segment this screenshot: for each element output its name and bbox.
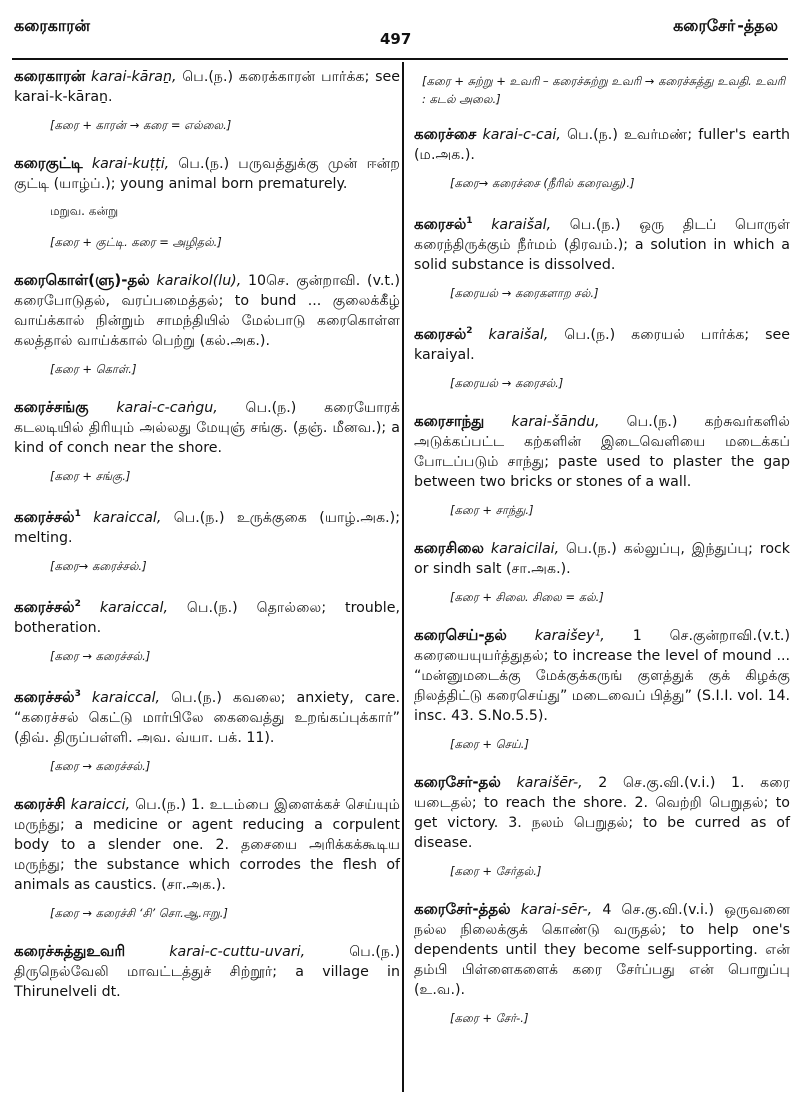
transliteration: karaišal, (488, 327, 549, 343)
dictionary-entry (14, 684, 400, 748)
definition: பெ.(ந.) பருவத்துக்கு முன் ஈன்ற குட்டி (யாழ்ப்.); young animal born prematurely. (14, 156, 401, 192)
synonym-note: மறுவ. கன்று (50, 204, 119, 218)
dictionary-entry (14, 504, 400, 548)
header-rule (12, 58, 788, 60)
running-head-left: கரைகாரன் (14, 16, 91, 35)
running-head-right: கரைசோ்-த்தல (673, 16, 778, 35)
page-header (0, 0, 800, 56)
etymology: [கரை + சாந்து.] (450, 503, 534, 517)
headword: கரைச்சி (14, 795, 66, 813)
dictionary-entry (14, 153, 400, 194)
transliteration: karai-kuṭṭi, (91, 156, 170, 172)
etymology: [கரை + சிலை. சிலை = கல்.] (450, 590, 604, 604)
definition: பெ.(ந.) உருக்குகை (யாழ்.அக.); melting. (14, 510, 400, 546)
headword: கரைகுட்டி (14, 154, 83, 172)
etymology: [கரை → கரைச்சி ‘சி’ சொ.ஆ.ஈறு.] (50, 906, 228, 920)
definition: 10செ. குன்றாவி. (v.t.) கரைபோடுதல், வரப்பமைத்தல்; to bund ... குலைக்கீழ் வாய்க்கால் நின்றும் சாமந்தியில் மேல்பாடு கரைகொள்ள கலத்தால் வாய்க்கால் பெற்று (கல்.அக.). (14, 273, 401, 349)
dictionary-entry (414, 772, 790, 853)
etymology-continued: [கரை + சுற்று + உவரி – கரைச்சுற்று உவரி → கரைச்சுத்து உவதி. உவரி : கடல் அலை.] (422, 74, 786, 106)
headword: கரைசிலை (414, 539, 484, 557)
headword: கரைச்சங்கு (14, 398, 89, 416)
etymology: [கரை + சங்கு.] (50, 469, 131, 483)
dictionary-entry (14, 941, 400, 1002)
transliteration: karai-šāndu, (511, 414, 600, 430)
etymology: [கரை + சேர்-.] (450, 1011, 529, 1025)
transliteration: karai-c-cai, (482, 127, 561, 143)
definition: பெ.(ந.) திருநெல்வேலி மாவட்டத்துச் சிற்றூர்; a village in Thirunelveli dt. (14, 944, 401, 1000)
definition: பெ.(ந.) கல்லுப்பு, இந்துப்பு; rock or sindh salt (சா.அக.). (414, 541, 791, 577)
transliteration: karaicci, (70, 797, 131, 813)
homonym-number: 2 (466, 326, 473, 336)
definition: பெ.(ந.) கற்சுவர்களில் அடுக்கப்பட்ட கற்களின் இடைவெளியை மடைக்கப் போடப்படும் சாந்து; paste used to plaster the gap between two bricks or stones of a wall. (414, 414, 790, 490)
etymology: [கரை + செய்.] (450, 737, 529, 751)
dictionary-entry (414, 538, 790, 579)
left-column (14, 66, 400, 1012)
definition: பெ.(ந.) கரைக்காரன் பார்க்க; see karai-k-kāraṉ. (14, 69, 401, 105)
definition: பெ.(ந.) 1. உடம்பை இளைக்கச் செய்யும் மருந்து; a medicine or agent reducing a corpulent body to a slender one. 2. தசையை அரிக்கக்கூடிய மருந்து; the substance which corrodes the flesh of animals as caustics. (சா.அக.). (14, 797, 401, 893)
transliteration: karaišēr-, (516, 775, 583, 791)
dictionary-entry (414, 411, 790, 492)
homonym-number: 2 (74, 599, 81, 609)
dictionary-entry (14, 270, 400, 351)
definition: பெ.(ந.) தொல்லை; trouble, botheration. (14, 600, 400, 636)
headword: கரைகொள்(ளு)-தல் (14, 271, 150, 289)
definition: 1 செ.குன்றாவி.(v.t.) கரையையுயர்த்துதல்; to increase the level of mound ... “மன்னுமடைக்கு மேக்குக்கருங் குளத்துக் குக் கிழக்கு நிலத்திட்டு கரைசெய்து” மடைவைப் பித்து” (S.I.I. vol. 14. insc. 43. S.No.5.5). (414, 628, 791, 724)
headword: கரைசல்$^1$ (414, 215, 473, 233)
headword: கரைச்சல்$^3$ (14, 688, 81, 706)
dictionary-entry (414, 625, 790, 726)
transliteration: karaiccal, (91, 690, 161, 706)
page-number: 497 (380, 30, 412, 48)
right-column (414, 66, 790, 1046)
homonym-number: 1 (466, 216, 473, 226)
column-divider (402, 62, 404, 1092)
transliteration: karai-kāraṉ, (91, 69, 177, 85)
headword: கரைசெய்-தல் (414, 626, 507, 644)
headword: கரைசல்$^2$ (414, 325, 473, 343)
dictionary-entry (14, 794, 400, 895)
etymology: [கரையல் → கரைசல்.] (450, 376, 564, 390)
etymology: [கரை + கொள்.] (50, 362, 137, 376)
definition: 4 செ.கு.வி.(v.i.) ஒருவனை நல்ல நிலைக்குக் கொண்டு வருதல்; to help one's dependents until they become self-supporting. என் தம்பி பிள்ளைகளைக் கரை சேர்ப்பது என் பொறுப்பு (உ.வ.). (414, 902, 790, 998)
transliteration: karai-c-caṅgu, (116, 400, 218, 416)
headword: கரைகாரன் (14, 67, 86, 85)
headword: கரைசாந்து (414, 412, 485, 430)
headword: கரைச்சல்$^2$ (14, 598, 81, 616)
definition: பெ.(ந.) கவலை; anxiety, care. “கரைச்சல் கெட்டு மார்பிலே கைவைத்து உறங்கப்புக்கார்” (திவ். திருப்பள்ளி. அவ. வ்யா. பக். 11). (14, 690, 401, 746)
dictionary-entry (414, 321, 790, 365)
definition: பெ.(ந.) கரையல் பார்க்க; see karaiyal. (414, 327, 791, 363)
etymology: [கரை + குட்டி. கரை = அழிதல்.] (50, 235, 222, 249)
headword: கரைச்சை (414, 125, 477, 143)
homonym-number: 3 (74, 689, 81, 699)
dictionary-entry (14, 594, 400, 638)
headword: கரைச்சுத்துஉவரி (14, 942, 126, 960)
etymology: [கரை → கரைச்சல்.] (50, 649, 151, 663)
etymology: [கரை + காரன் → கரை = எல்லை.] (50, 118, 232, 132)
etymology: [கரை → கரைச்சல்.] (50, 759, 151, 773)
homonym-number: 1 (74, 509, 81, 519)
transliteration: karaišey¹, (534, 628, 605, 644)
definition: பெ.(ந.) உவர்மண்; fuller's earth (ம.அக.). (414, 127, 790, 163)
etymology: [கரை→ கரைச்சல்.] (50, 559, 147, 573)
definition: பெ.(ந.) கரையோரக் கடலடியில் திரியும் அல்லது மேயுஞ் சங்கு. (தஞ். மீனவ.); a kind of conch near the shore. (14, 400, 401, 456)
transliteration: karai-sēr-, (520, 902, 593, 918)
transliteration: karaiccal, (93, 510, 162, 526)
etymology: [கரை→ கரைச்சை (நீரில் கரைவது).] (450, 176, 635, 190)
transliteration: karaikol(lu), (156, 273, 242, 289)
etymology: [கரை + சேர்தல்.] (450, 864, 542, 878)
definition: பெ.(ந.) ஒரு திடப் பொருள் கரைந்திருக்கும் நீர்மம் (திரவம்.); a solution in which a solid substance is dissolved. (414, 217, 791, 273)
headword: கரைசேர்-தல் (414, 773, 501, 791)
transliteration: karai-c-cuttu-uvari, (169, 944, 306, 960)
dictionary-entry (414, 899, 790, 1000)
dictionary-entry (14, 397, 400, 458)
transliteration: karaišal, (491, 217, 552, 233)
headword: கரைச்சல்$^1$ (14, 508, 81, 526)
transliteration: karaicilai, (490, 541, 560, 557)
dictionary-entry (14, 66, 400, 107)
definition: 2 செ.கு.வி.(v.i.) 1. கரை யடைதல்; to reach the shore. 2. வெற்றி பெறுதல்; to get victory. 3. நலம் பெறுதல்; to be curred as of disease. (414, 775, 791, 851)
headword: கரைசேர்-த்தல் (414, 900, 511, 918)
dictionary-entry (414, 211, 790, 275)
etymology: [கரையல் → கரைகளாற சல்.] (450, 286, 599, 300)
transliteration: karaiccal, (99, 600, 168, 616)
dictionary-entry (414, 124, 790, 165)
